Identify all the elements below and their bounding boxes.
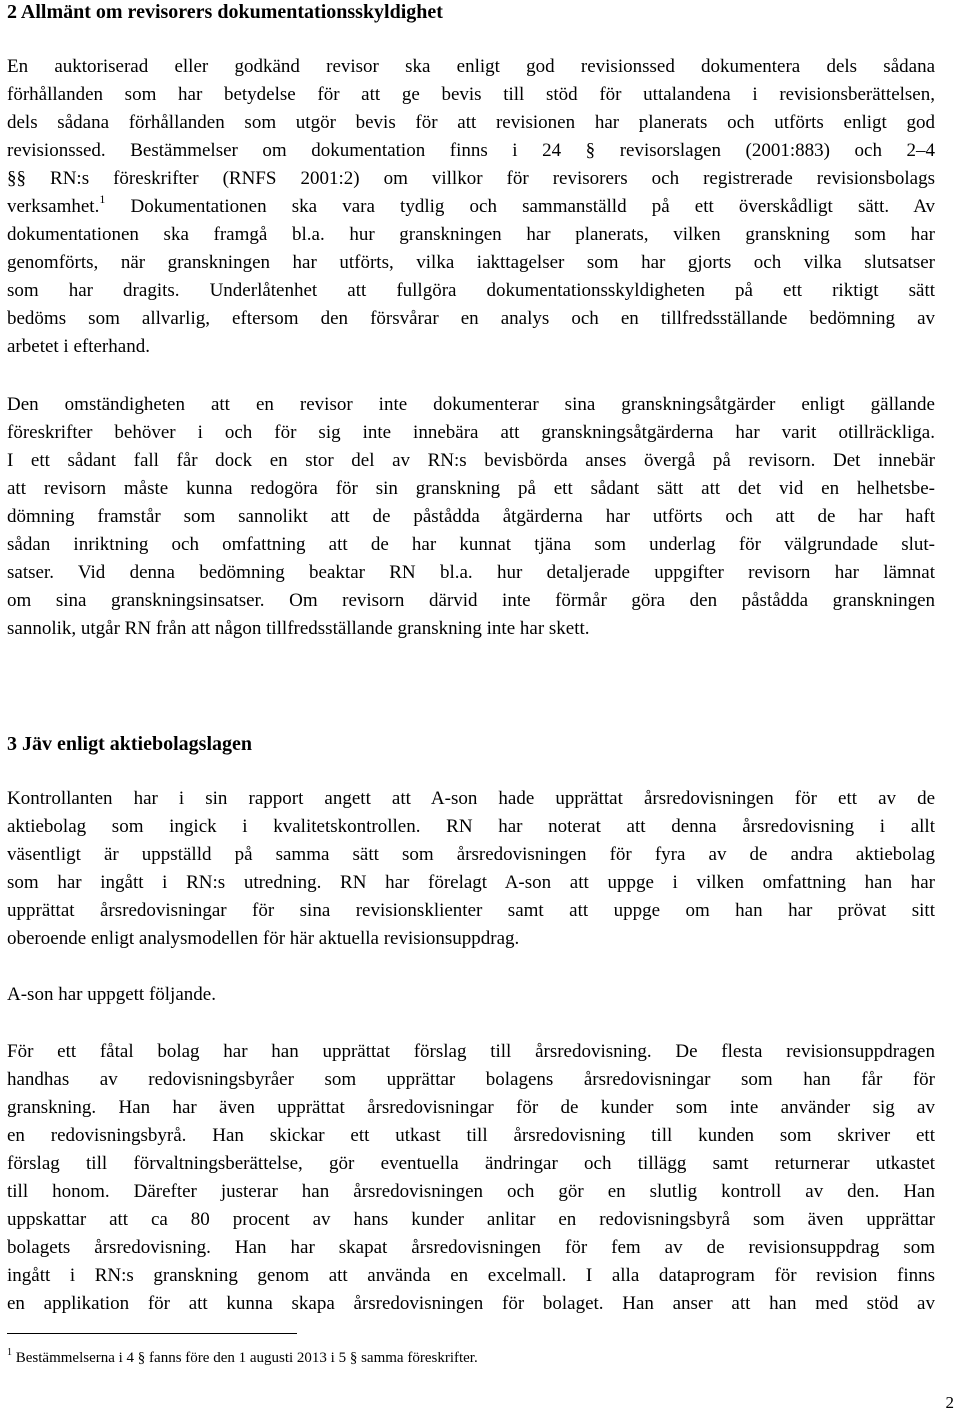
- text-line: föreskrifter behöver i och för sig inte innebära att granskningsåtgärderna har varit otillräckliga.: [7, 422, 935, 443]
- section-3-heading: 3 Jäv enligt aktiebolagslagen: [7, 733, 253, 755]
- text-line: En auktoriserad eller godkänd revisor ska enligt god revisionssed dokumentera dels sådana: [7, 56, 935, 77]
- text-line: förhållanden som har betydelse för att ge bevis till stöd för uttalandena i revisionsberättelsen,: [7, 84, 935, 105]
- text-line: upprättat årsredovisningar för sina revisionsklienter samt att uppge om han har prövat sitt: [7, 900, 935, 921]
- page-number: 2: [945, 1393, 954, 1412]
- text-line: arbetet i efterhand.: [7, 336, 150, 357]
- text-line: ingått i RN:s granskning genom att använda en excelmall. I alla dataprogram för revision finns: [7, 1265, 935, 1286]
- text-line: väsentligt är uppställd på samma sätt som årsredovisningen för fyra av de andra aktiebolag: [7, 844, 935, 865]
- text-line: genomförts, när granskningen har utförts, vilka iakttagelser som har gjorts och vilka slutsatser: [7, 252, 935, 273]
- text-line: att revisorn måste kunna redogöra för sin granskning på ett sådant sätt att det vid en helhetsbe-: [7, 478, 935, 499]
- text-line: Kontrollanten har i sin rapport angett att A-son hade upprättat årsredovisningen för ett av de: [7, 788, 935, 809]
- text-line: om sina granskningsinsatser. Om revisorn därvid inte förmår göra den påstådda granskningen: [7, 590, 935, 611]
- section-3-paragraph-3: [7, 1038, 935, 1318]
- text-line: oberoende enligt analysmodellen för här aktuella revisionsuppdrag.: [7, 928, 520, 949]
- text-segment: verksamhet.: [7, 196, 100, 217]
- text-line: som har dragits. Underlåtenhet att fullgöra dokumentationsskyldigheten på ett riktigt sätt: [7, 280, 935, 301]
- footnote-reference[interactable]: 1: [99, 191, 106, 206]
- text-line: dokumentationen ska framgå bl.a. hur granskningen har planerats, vilken granskning som har: [7, 224, 935, 245]
- text-line: en redovisningsbyrå. Han skickar ett utkast till årsredovisning till kunden som skriver ett: [7, 1125, 935, 1146]
- text-line: bolagets årsredovisning. Han har skapat årsredovisningen för fem av de revisionsuppdrag som: [7, 1237, 935, 1258]
- footnote-text: Bestämmelserna i 4 § fanns före den 1 augusti 2013 i 5 § samma föreskrifter.: [15, 1350, 478, 1366]
- text-line: §§ RN:s föreskrifter (RNFS 2001:2) om villkor för revisorers och registrerade revisionsbolags: [7, 168, 935, 189]
- footnote-separator: [7, 1333, 297, 1334]
- text-line: till honom. Därefter justerar han årsredovisningen och gör en slutlig kontroll av den. Han: [7, 1181, 935, 1202]
- text-line: revisionssed. Bestämmelser om dokumentation finns i 24 § revisorslagen (2001:883) och 2–4: [7, 140, 935, 161]
- text-line: förslag till förvaltningsberättelse, gör eventuella ändringar och tillägg samt returnerar utkastet: [7, 1153, 935, 1174]
- text-line: sådan inriktning och omfattning att de har kunnat tjäna som underlag för välgrundade slut-: [7, 534, 935, 555]
- text-line: sannolik, utgår RN från att någon tillfredsställande granskning inte har skett.: [7, 618, 590, 639]
- text-line: aktiebolag som ingick i kvalitetskontrollen. RN har noterat att denna årsredovisning i allt: [7, 816, 935, 837]
- text-line: som har ingått i RN:s utredning. RN har förelagt A-son att uppge i vilken omfattning han har: [7, 872, 935, 893]
- section-3-paragraph-1: [7, 785, 935, 953]
- text-line: Den omständigheten att en revisor inte dokumenterar sina granskningsåtgärder enligt gällande: [7, 394, 935, 415]
- section-2-paragraph-2: [7, 391, 935, 643]
- text-line: [7, 193, 935, 221]
- text-line: satser. Vid denna bedömning beaktar RN bl.a. hur detaljerade uppgifter revisorn har lämnat: [7, 562, 935, 583]
- text-line: granskning. Han har även upprättat årsredovisningar för de kunder som inte använder sig av: [7, 1097, 935, 1118]
- text-line: I ett sådant fall får dock en stor del av RN:s bevisbörda anses övergå på revisorn. Det innebär: [7, 450, 935, 471]
- text-line: dömning framstår som sannolikt att de påstådda åtgärderna har utförts och att de har haft: [7, 506, 935, 527]
- text-line: en applikation för att kunna skapa årsredovisningen för bolaget. Han anser att han med stöd av: [7, 1293, 935, 1314]
- section-3-paragraph-2: A-son har uppgett följande.: [7, 984, 216, 1005]
- text-segment: Dokumentationen ska vara tydlig och sammanställd på ett överskådligt sätt. Av: [130, 196, 935, 217]
- text-line: bedöms som allvarlig, eftersom den försvårar en analys och en tillfredsställande bedömning av: [7, 308, 935, 329]
- section-2-heading: 2 Allmänt om revisorers dokumentationsskyldighet: [7, 1, 443, 23]
- text-line: dels sådana förhållanden som utgör bevis för att revisionen har planerats och utförts enligt god: [7, 112, 935, 133]
- section-2-paragraph-1: [7, 53, 935, 361]
- footnote-number: 1: [7, 1347, 12, 1358]
- text-line: uppskattar att ca 80 procent av hans kunder anlitar en redovisningsbyrå som även upprättar: [7, 1209, 935, 1230]
- text-line: För ett fåtal bolag har han upprättat förslag till årsredovisning. De flesta revisionsuppdragen: [7, 1041, 935, 1062]
- text-line: handhas av redovisningsbyråer som upprättar bolagens årsredovisningar som han får för: [7, 1069, 935, 1090]
- footnote: [7, 1348, 478, 1368]
